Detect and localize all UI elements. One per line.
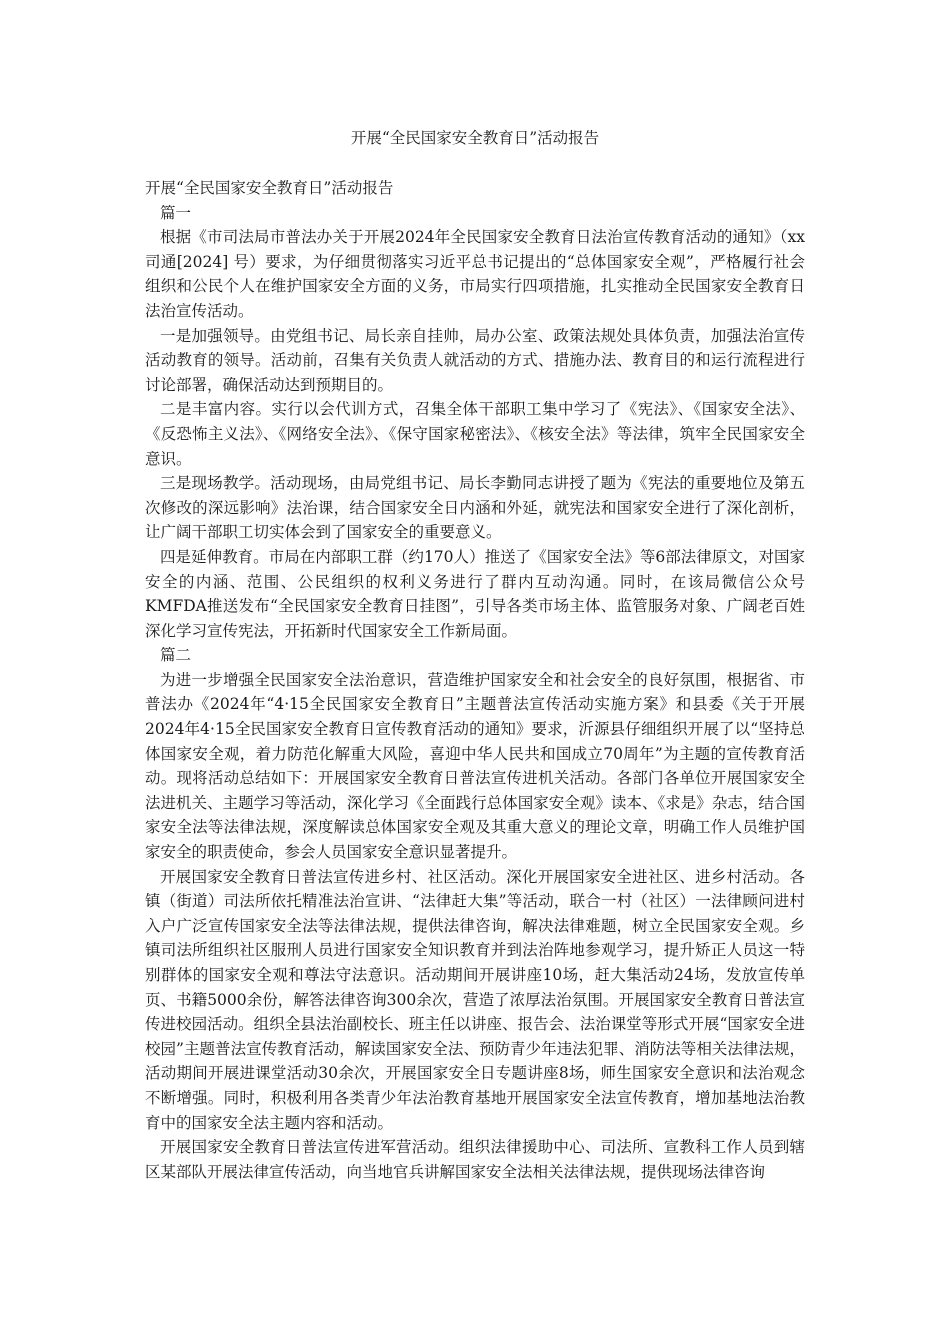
body-paragraph: 三是现场教学。活动现场，由局党组书记、局长李勤同志讲授了题为《宪法的重要地位及第五次修改的深远影响》法治课，结合国家安全日内涵和外延，就宪法和国家安全进行了深化剖析，让广阔干部职工切实体会到了国家安全的重要意义。 bbox=[145, 474, 805, 542]
body-paragraph: 开展国家安全教育日普法宣传进军营活动。组织法律援助中心、司法所、宣教科工作人员到辖区某部队开展法律宣传活动，向当地官兵讲解国家安全法相关法律法规，提供现场法律咨询 bbox=[145, 1138, 805, 1181]
body-paragraph: 根据《市司法局市普法办关于开展2024年全民国家安全教育日法治宣传教育活动的通知》（xx司通[2024] 号）要求，为仔细贯彻落实习近平总书记提出的“总体国家安全观”，严格履行社会组织和公民个人在维护国家安全方面的义务，市局实行四项措施，扎实推动全民国家安全教育日法治宣传活动。 bbox=[145, 228, 805, 320]
document-title: 开展“全民国家安全教育日”活动报告 bbox=[350, 129, 600, 147]
document-subtitle: 开展“全民国家安全教育日”活动报告 bbox=[145, 179, 394, 197]
document-body bbox=[145, 176, 805, 1184]
body-paragraph: 篇二 bbox=[160, 646, 192, 665]
body-paragraph: 四是延伸教育。市局在内部职工群（约170人）推送了《国家安全法》等6部法律原文，对国家安全的内涵、范围、公民组织的权利义务进行了群内互动沟通。同时，在该局微信公众号KMFDA推送发布“全民国家安全教育日挂图”，引导各类市场主体、监管服务对象、广阔老百姓深化学习宣传宪法，开拓新时代国家安全工作新局面。 bbox=[145, 547, 805, 640]
body-paragraph: 一是加强领导。由党组书记、局长亲自挂帅，局办公室、政策法规处具体负责，加强法治宣传活动教育的领导。活动前，召集有关负责人就活动的方式、措施办法、教育目的和运行流程进行讨论部署，确保活动达到预期目的。 bbox=[145, 326, 805, 394]
body-paragraph: 为进一步增强全民国家安全法治意识，营造维护国家安全和社会安全的良好氛围，根据省、市普法办《2024年“4·15全民国家安全教育日”主题普法宣传活动实施方案》和县委《关于开展2024年4·15全民国家安全教育日宣传教育活动的通知》要求，沂源县仔细组织开展了以“坚持总体国家安全观，着力防范化解重大风险，喜迎中华人民共和国成立70周年”为主题的宣传教育活动。现将活动总结如下：开展国家安全教育日普法宣传进机关活动。各部门各单位开展国家安全法进机关、主题学习等活动，深化学习《全面践行总体国家安全观》读本、《求是》杂志，结合国家安全法等法律法规，深度解读总体国家安全观及其重大意义的理论文章，明确工作人员维护国家安全的职责使命，参会人员国家安全意识显著提升。 bbox=[145, 670, 805, 862]
body-paragraph: 二是丰富内容。实行以会代训方式，召集全体干部职工集中学习了《宪法》、《国家安全法》、《反恐怖主义法》、《网络安全法》、《保守国家秘密法》、《核安全法》等法律，筑牢全民国家安全意识。 bbox=[145, 400, 805, 468]
body-paragraph: 开展国家安全教育日普法宣传进乡村、社区活动。深化开展国家安全进社区、进乡村活动。各镇（街道）司法所依托精准法治宣讲、“法律赶大集”等活动，联合一村（社区）一法律顾问进村入户广泛宣传国家安全法等法律法规，提供法律咨询，解决法律难题，树立全民国家安全观。乡镇司法所组织社区服刑人员进行国家安全知识教育并到法治阵地参观学习，提升矫正人员这一特别群体的国家安全观和尊法守法意识。活动期间开展讲座10场，赶大集活动24场，发放宣传单页、书籍5000余份，解答法律咨询300余次，营造了浓厚法治氛围。开展国家安全教育日普法宣传进校园活动。组织全县法治副校长、班主任以讲座、报告会、法治课堂等形式开展“国家安全进校园”主题普法宣传教育活动，解读国家安全法、预防青少年违法犯罪、消防法等相关法律法规，活动期间开展进课堂活动30余次，开展国家安全日专题讲座8场，师生国家安全意识和法治观念不断增强。同时，积极利用各类青少年法治教育基地开展国家安全法宣传教育，增加基地法治教育中的国家安全法主题内容和活动。 bbox=[145, 867, 805, 1132]
body-paragraph: 篇一 bbox=[160, 203, 192, 222]
